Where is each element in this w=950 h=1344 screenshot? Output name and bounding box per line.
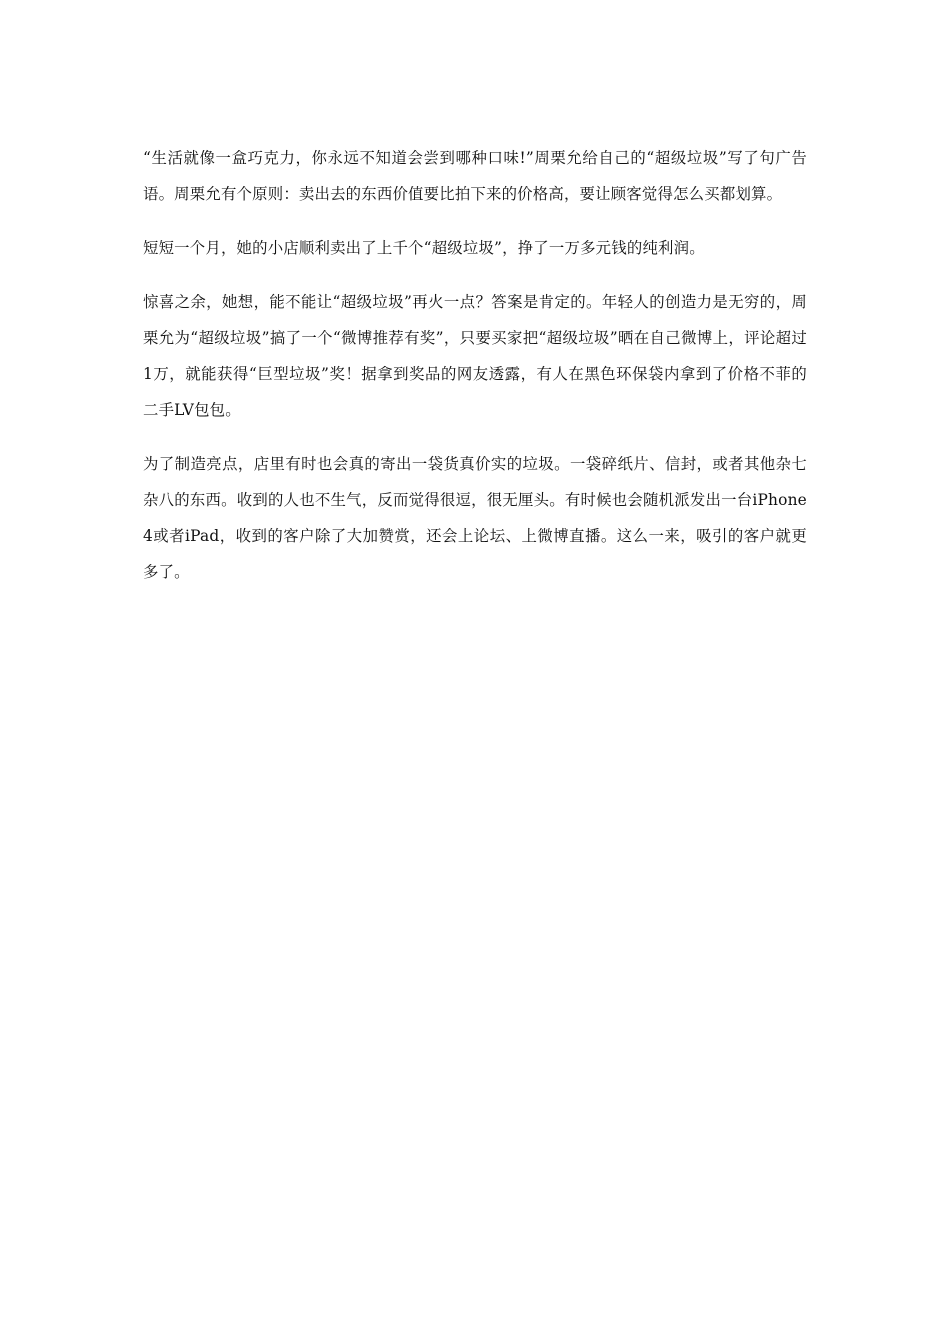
paragraph-3: 惊喜之余，她想，能不能让“超级垃圾”再火一点？答案是肯定的。年轻人的创造力是无穷的，周栗允为“超级垃圾”搞了一个“微博推荐有奖”，只要买家把“超级垃圾”晒在自己微博上，评论超过1万，就能获得“巨型垃圾”奖！据拿到奖品的网友透露，有人在黑色环保袋内拿到了价格不菲的二手LV包包。: [143, 293, 807, 419]
paragraph-1: “生活就像一盒巧克力，你永远不知道会尝到哪种口味!”周栗允给自己的“超级垃圾”写了句广告语。周栗允有个原则：卖出去的东西价值要比拍下来的价格高，要让顾客觉得怎么买都划算。: [143, 149, 807, 203]
document-body: [143, 140, 807, 608]
paragraph-4: 为了制造亮点，店里有时也会真的寄出一袋货真价实的垃圾。一袋碎纸片、信封，或者其他杂七杂八的东西。收到的人也不生气，反而觉得很逗，很无厘头。有时候也会随机派发出一台iPhone4或者iPad，收到的客户除了大加赞赏，还会上论坛、上微博直播。这么一来，吸引的客户就更多了。: [143, 455, 807, 581]
paragraph-2: 短短一个月，她的小店顺利卖出了上千个“超级垃圾”，挣了一万多元钱的纯利润。: [143, 239, 705, 257]
